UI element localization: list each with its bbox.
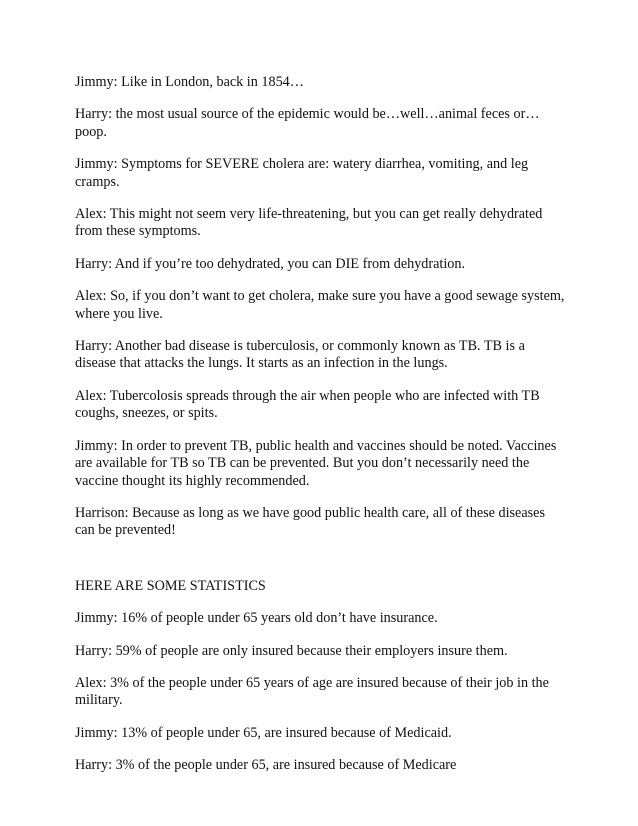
paragraph: Harry: the most usual source of the epidemic would be…well…animal feces or…poop. [75, 106, 540, 140]
statistic-paragraph: Jimmy: 16% of people under 65 years old don’t have insurance. [75, 610, 438, 627]
statistic-paragraph: Alex: 3% of the people under 65 years of age are insured because of their job in the military. [75, 674, 549, 709]
section-heading: HERE ARE SOME STATISTICS [75, 577, 266, 594]
paragraph: Harrison: Because as long as we have good public health care, all of these diseases can be prevented! [75, 504, 545, 539]
paragraph: Alex: So, if you don’t want to get cholera, make sure you have a good sewage system, where you live. [75, 288, 565, 322]
paragraph: Jimmy: Symptoms for SEVERE cholera are: watery diarrhea, vomiting, and leg cramps. [75, 156, 529, 190]
statistic-paragraph: Harry: 3% of the people under 65, are insured because of Medicare [75, 757, 457, 774]
statistic-paragraph: Harry: 59% of people are only insured because their employers insure them. [75, 642, 508, 659]
paragraph: Harry: And if you’re too dehydrated, you can DIE from dehydration. [75, 255, 466, 272]
statistic-paragraph: Jimmy: 13% of people under 65, are insured because of Medicaid. [75, 724, 452, 741]
paragraph: Alex: This might not seem very life-threatening, but you can get really dehydrated from these symptoms. [75, 206, 543, 240]
paragraph: Jimmy: Like in London, back in 1854… [75, 74, 304, 90]
paragraph: Harry: Another bad disease is tuberculosis, or commonly known as TB. TB is a disease that attacks the lungs. It starts as an infection in the lungs. [75, 338, 525, 372]
paragraph: Alex: Tubercolosis spreads through the air when people who are infected with TB coughs, sneezes, or spits. [75, 387, 540, 422]
document-body [75, 74, 567, 790]
paragraph: Jimmy: In order to prevent TB, public health and vaccines should be noted. Vaccines are available for TB so TB can be prevented. But you don’t necessarily need the vaccine thought its highly recommended. [75, 437, 557, 489]
